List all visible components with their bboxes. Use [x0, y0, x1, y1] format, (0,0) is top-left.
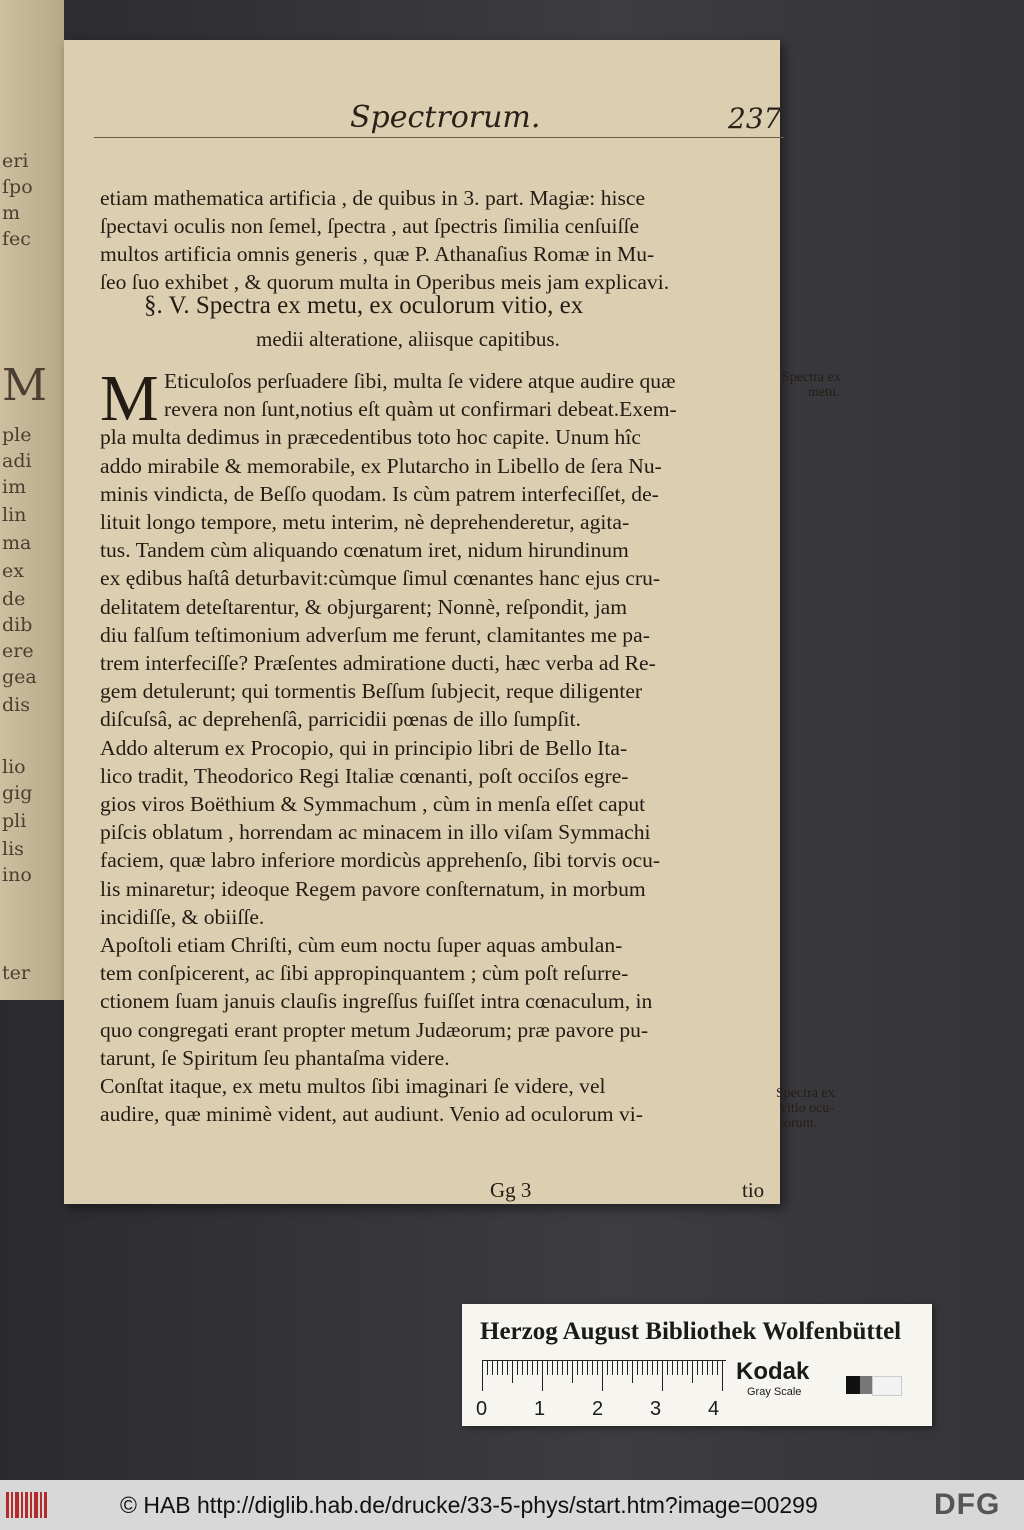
ruler-tick — [532, 1361, 533, 1375]
ruler-tick — [702, 1361, 703, 1375]
text-line: tarunt, ſe Spiritum ſeu phantaſma videre. — [100, 1045, 450, 1070]
ruler-tick — [507, 1361, 508, 1375]
catchword: tio — [742, 1178, 765, 1202]
ruler-tick — [552, 1361, 553, 1375]
text-line: tem conſpicerent, ac ſibi appropinquantem ; cùm poſt reſurre- — [100, 961, 629, 986]
previous-page-fragment: gig — [2, 782, 33, 804]
text-line: Conſtat itaque, ex metu multos ſibi imaginari ſe videre, vel — [100, 1074, 606, 1098]
ruler-tick — [497, 1361, 498, 1375]
ruler-tick — [592, 1361, 593, 1375]
drop-cap: M — [100, 362, 159, 435]
text-line: etiam mathematica artificia , de quibus in 3. part. Magiæ: hisce — [100, 186, 646, 210]
text-line: addo mirabile & memorabile, ex Plutarcho in Libello de ſera Nu- — [100, 453, 662, 478]
text-line: revera non ſunt,notius eſt quàm ut confirmari debeat.Exem- — [164, 397, 677, 422]
ruler-tick — [707, 1361, 708, 1375]
ruler-tick — [512, 1361, 513, 1383]
ruler-tick — [672, 1361, 673, 1375]
text-line: ſeo ſuo exhibet , & quorum multa in Operibus meis jam explicavi. — [100, 270, 670, 294]
previous-page-fragment: adi — [2, 450, 32, 472]
text-line: lituit longo tempore, metu interim, nè deprehenderetur, agita- — [100, 510, 630, 534]
previous-page-fragment: ere — [2, 640, 34, 662]
copyright-link[interactable]: © HAB http://diglib.hab.de/drucke/33-5-phys/start.htm?image=00299 — [120, 1492, 818, 1518]
margin-note-metu — [782, 370, 841, 400]
text-line: ſpectavi oculis non ſemel, ſpectra , aut ſpectris ſimilia cenſuiſſe — [100, 214, 640, 238]
section-heading: §. V. Spectra ex metu, ex oculorum vitio, ex — [144, 292, 584, 319]
ruler-tick — [692, 1361, 693, 1383]
ruler-tick — [602, 1361, 603, 1391]
ruler-tick — [632, 1361, 633, 1383]
ruler-tick — [617, 1361, 618, 1375]
running-title: Spectrorum. — [350, 100, 541, 135]
gray-swatch-mid — [860, 1376, 872, 1394]
text-line: trem interfeciſſe? Præſentes admiratione ducti, hæc verba ad Re- — [100, 651, 656, 675]
gray-swatch-black — [846, 1376, 860, 1394]
card-title: Herzog August Bibliothek Wolfenbüttel — [480, 1318, 902, 1345]
margin-note-line: vitio ocu- — [780, 1101, 835, 1116]
text-line: diu falſum teſtimonium adverſum me ferunt, clamitantes me pa- — [100, 622, 650, 647]
scale-number: 0 — [476, 1398, 488, 1420]
ruler-tick — [712, 1361, 713, 1375]
ruler-tick — [717, 1361, 718, 1375]
ruler-tick — [597, 1361, 598, 1375]
text-line: incidiſſe, & obiiſſe. — [100, 904, 265, 929]
text-line: ex ędibus haſtâ deturbavit:cùmque ſimul cœnantes hanc ejus cru- — [100, 566, 661, 591]
ruler-tick — [522, 1361, 523, 1375]
margin-note-line: Spectra ex — [776, 1086, 835, 1101]
scale-number: 4 — [708, 1398, 720, 1420]
text-line: faciem, quæ labro inferiore mordicùs apprehenſo, ſibi torvis ocu- — [100, 848, 661, 873]
gray-scale-label: Gray Scale — [747, 1386, 802, 1398]
ruler-tick — [667, 1361, 668, 1375]
scale-number: 2 — [592, 1398, 604, 1420]
previous-page-fragment: ſpo — [2, 176, 33, 198]
previous-page-fragment: M — [2, 360, 48, 411]
margin-note-line: Spectra ex — [782, 370, 841, 385]
previous-page-fragment: m — [2, 202, 21, 224]
previous-page-fragment: pli — [2, 810, 27, 832]
text-line: lico tradit, Theodorico Regi Italiæ cœnanti, poſt occiſos egre- — [100, 763, 629, 788]
scale-number: 1 — [534, 1398, 546, 1420]
ruler-tick — [537, 1361, 538, 1375]
previous-page-fragment: fec — [2, 228, 31, 250]
ruler-tick — [622, 1361, 623, 1375]
ruler-tick — [677, 1361, 678, 1375]
text-line: minis vindicta, de Beſſo quodam. Is cùm patrem interfeciſſet, de- — [100, 481, 659, 506]
ruler-tick — [682, 1361, 683, 1375]
ruler-tick — [607, 1361, 608, 1375]
ruler-tick — [647, 1361, 648, 1375]
ruler-tick — [642, 1361, 643, 1375]
ruler-tick — [697, 1361, 698, 1375]
scale-ruler — [482, 1360, 726, 1395]
previous-page-fragment: im — [2, 476, 27, 498]
ruler-tick — [547, 1361, 548, 1375]
text-line: gios viros Boëthium & Symmachum , cùm in menſa eſſet caput — [100, 792, 646, 816]
ruler-tick — [517, 1361, 518, 1375]
text-line: delitatem deteſtarentur, & objurgarent; Nonnè, reſpondit, jam — [100, 594, 628, 619]
previous-page-fragment: dib — [2, 614, 33, 636]
previous-page-fragment: ma — [2, 532, 32, 554]
margin-note-line: lorum. — [780, 1116, 817, 1131]
ruler-tick — [482, 1361, 483, 1391]
ruler-tick — [627, 1361, 628, 1375]
text-line: tus. Tandem cùm aliquando cœnatum iret, nidum hirundinum — [100, 538, 629, 563]
text-line: Eticuloſos perſuadere ſibi, multa ſe videre atque audire quæ — [164, 369, 676, 393]
ruler-tick — [557, 1361, 558, 1375]
text-line: piſcis oblatum , horrendam ac minacem in illo viſam Symmachi — [100, 820, 651, 845]
dfg-logo: DFG — [934, 1488, 1001, 1521]
ruler-tick — [572, 1361, 573, 1383]
page-number: 237 — [728, 102, 782, 135]
previous-page-fragment: lis — [2, 838, 24, 860]
previous-page-fragment: dis — [2, 694, 30, 716]
text-line: gem detulerunt; qui tormentis Beſſum ſubjecit, reque diligenter — [100, 679, 643, 704]
previous-page-fragment: eri — [2, 150, 29, 172]
previous-page-fragment: ino — [2, 864, 32, 886]
running-head-rule — [94, 137, 784, 138]
text-line: multos artificia omnis generis , quæ P. Athanaſius Romæ in Mu- — [100, 242, 655, 266]
ruler-tick — [567, 1361, 568, 1375]
previous-page-fragment: ple — [2, 424, 32, 446]
ruler-tick — [487, 1361, 488, 1375]
barcode-icon — [6, 1492, 50, 1518]
signature-mark: Gg 3 — [490, 1178, 532, 1202]
ruler-tick — [637, 1361, 638, 1375]
text-line: ctionem ſuam januis clauſis ingreſſus fuiſſet intra cœnaculum, in — [100, 989, 653, 1014]
margin-note-vitio — [776, 1086, 835, 1131]
margin-note-line: metu. — [808, 385, 840, 400]
previous-page-fragment: gea — [2, 666, 37, 688]
ruler-tick — [612, 1361, 613, 1375]
ruler-tick — [527, 1361, 528, 1375]
ruler-tick — [587, 1361, 588, 1375]
ruler-tick — [562, 1361, 563, 1375]
book-page — [64, 40, 780, 1204]
ruler-tick — [652, 1361, 653, 1375]
ruler-tick — [687, 1361, 688, 1375]
ruler-tick — [722, 1361, 723, 1391]
text-line: Addo alterum ex Procopio, qui in principio libri de Bello Ita- — [100, 735, 628, 760]
previous-page-fragment: lin — [2, 504, 27, 526]
previous-page-fragment: lio — [2, 756, 26, 778]
previous-page-fragment: ter — [2, 962, 30, 984]
previous-page-edge — [0, 0, 64, 1000]
text-line: audire, quæ minimè vident, aut audiunt. Venio ad oculorum vi- — [100, 1102, 643, 1127]
ruler-tick — [542, 1361, 543, 1391]
text-line: diſcuſsâ, ac deprehenſâ, parricidii pœnas de illo ſumpſit. — [100, 707, 581, 732]
color-calibration-card — [462, 1304, 932, 1426]
ruler-tick — [582, 1361, 583, 1375]
text-line: lis minaretur; ideoque Regem pavore conſternatum, in morbum — [100, 876, 646, 901]
text-line: Apoſtoli etiam Chriſti, cùm eum noctu ſuper aquas ambulan- — [100, 933, 623, 957]
footer-bar — [0, 1480, 1024, 1530]
previous-page-fragment: ex — [2, 560, 24, 582]
ruler-tick — [502, 1361, 503, 1375]
ruler-tick — [492, 1361, 493, 1375]
ruler-tick — [657, 1361, 658, 1375]
previous-page-fragment: de — [2, 588, 26, 610]
ruler-tick — [577, 1361, 578, 1375]
section-subheading: medii alteratione, aliisque capitibus. — [256, 327, 560, 351]
scale-number: 3 — [650, 1398, 662, 1420]
running-head — [64, 100, 780, 140]
text-line: pla multa dedimus in præcedentibus toto hoc capite. Unum hîc — [100, 425, 641, 450]
kodak-logo: Kodak — [736, 1358, 810, 1385]
text-line: quo congregati erant propter metum Judæorum; præ pavore pu- — [100, 1017, 649, 1042]
ruler-tick — [662, 1361, 663, 1391]
gray-swatch-white — [872, 1376, 902, 1396]
